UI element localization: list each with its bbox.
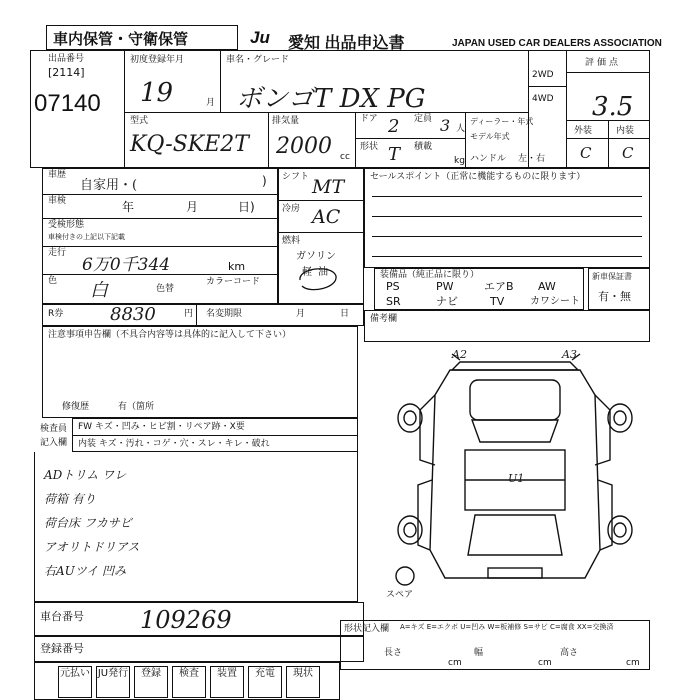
lot-label: 出品番号 xyxy=(48,54,85,64)
equipment-item-ps: PS xyxy=(386,280,400,293)
rating-exterior: C xyxy=(580,144,592,162)
handwritten-note: 荷箱 有り xyxy=(44,492,96,506)
name-change-label: 名変期限 xyxy=(206,309,243,319)
ju-logo xyxy=(250,28,270,48)
mileage-value: 6万0千344 xyxy=(82,255,171,275)
r-coupon-frame xyxy=(42,304,364,326)
bottom-stamp: 元払い xyxy=(58,666,92,698)
equipment-item-airbag: エアB xyxy=(484,280,514,293)
history-label: 車歴 xyxy=(48,170,67,180)
handwritten-note: ADトリム ワレ xyxy=(44,468,127,482)
new-car-warranty-label: 新車保証書 xyxy=(592,272,632,281)
remarks-label: 備考欄 xyxy=(370,314,398,324)
shift-label: シフト xyxy=(282,172,310,182)
seats-label: 定員 xyxy=(414,114,433,124)
load-unit: kg xyxy=(454,156,465,166)
equipment-item-sr: SR xyxy=(386,295,401,308)
rating-exterior-label: 外装 xyxy=(574,126,593,136)
sales-point-frame xyxy=(364,168,650,268)
seats-unit: 人 xyxy=(456,124,466,134)
car-name-label: 車名・グレード xyxy=(226,55,290,65)
diagram-mark-a3: A3 xyxy=(562,348,577,361)
equipment-label: 装備品（純正品に限り） xyxy=(380,270,480,280)
storage-title: 車内保管・守衛保管 xyxy=(53,31,189,48)
repair-history-value: 有（箇所 xyxy=(118,402,155,412)
receive-label: 受検形態 xyxy=(48,220,85,230)
diagram-mark-a2: A2 xyxy=(452,348,467,361)
notes-label: 注意事項申告欄（不具合内容等は具体的に記入して下さい） xyxy=(48,330,292,340)
model-year-label: モデル年式 xyxy=(470,132,510,141)
r-coupon-value: 8830 xyxy=(110,304,156,325)
new-car-warranty-value: 有・無 xyxy=(598,290,631,303)
org-name-en: JAPAN USED CAR DEALERS ASSOCIATION xyxy=(452,38,662,49)
equipment-item-navi: ナビ xyxy=(436,295,458,308)
r-coupon-label: R券 xyxy=(48,309,64,319)
history-close: ) xyxy=(262,174,267,188)
steering-options: 左・右 xyxy=(518,154,546,164)
displacement-unit: cc xyxy=(340,152,350,162)
dimension-width: 幅 xyxy=(474,648,484,658)
remarks-frame xyxy=(364,310,650,342)
doors-value: 2 xyxy=(388,116,400,137)
dimension-legend: A=キズ E=エクボ U=凹み W=板補修 S=サビ C=腐食 XX=交換済 xyxy=(400,623,614,631)
diagram-mark-u1: U1 xyxy=(508,472,525,485)
handwritten-note: アオリトドリアス xyxy=(44,540,140,554)
rating-interior: C xyxy=(622,144,634,162)
equipment-item-tv: TV xyxy=(490,295,505,308)
bottom-stamp: 登録 xyxy=(134,666,168,698)
inspector-row1: FW キズ・凹み・ヒビ割・リペア跡・X要 xyxy=(78,422,245,432)
mileage-label: 走行 xyxy=(48,248,67,258)
equipment-item-pw: PW xyxy=(436,280,454,293)
model-value: KQ-SKE2T xyxy=(130,132,249,157)
model-label: 型式 xyxy=(130,116,149,126)
fuel-label: 燃料 xyxy=(282,236,301,246)
aircon-label: 冷房 xyxy=(282,204,301,214)
fuel-option-gasoline: ガソリン xyxy=(296,251,336,262)
shift-value: MT xyxy=(312,176,345,198)
receive-note: 車検付きの上記以下記載 xyxy=(48,233,125,241)
color-value: 白 xyxy=(90,280,108,301)
inspection-month: 月 xyxy=(186,200,199,214)
steering-label: ハンドル xyxy=(470,154,507,164)
dimension-unit: cm xyxy=(626,658,640,668)
shape-value: T xyxy=(388,144,401,165)
fuel-option-diesel: 軽油 xyxy=(302,267,334,278)
chassis-value: 109269 xyxy=(140,606,232,634)
first-reg-label: 初度登録年月 xyxy=(130,55,185,65)
name-change-day: 日 xyxy=(340,309,350,319)
first-reg-month-unit: 月 xyxy=(206,98,216,108)
shape-label: 形状 xyxy=(360,142,379,152)
color-code-label: カラーコード xyxy=(206,277,261,287)
repair-history-label: 修復歴 xyxy=(62,402,90,412)
mileage-unit: km xyxy=(228,260,246,273)
diagram-spare-label: スペア xyxy=(386,590,414,600)
chassis-label: 車台番号 xyxy=(40,610,84,623)
drive-2wd: 2WD xyxy=(532,70,554,80)
first-reg-year: 19 xyxy=(140,78,174,108)
car-name-value: ボンゴT DX PG xyxy=(236,84,426,114)
aircon-value: AC xyxy=(312,206,341,228)
handwritten-note: 荷台床 フカサビ xyxy=(44,516,132,530)
inspection-label: 車検 xyxy=(48,196,67,206)
dimension-length: 長さ xyxy=(384,648,403,658)
bottom-stamp: 装置 xyxy=(210,666,244,698)
lot-sub-code: [2114] xyxy=(48,66,85,79)
lot-number: 07140 xyxy=(34,90,101,117)
displacement-value: 2000 xyxy=(276,134,332,159)
r-coupon-unit: 円 xyxy=(184,309,194,319)
org-name: 愛知 出品申込書 xyxy=(288,35,405,52)
bottom-stamp: 検査 xyxy=(172,666,206,698)
load-label: 積載 xyxy=(414,142,433,152)
rating-score: 3.5 xyxy=(592,92,634,122)
fuel-circle-mark xyxy=(296,262,340,296)
history-value: 自家用・( xyxy=(80,178,138,193)
seats-value: 3 xyxy=(440,116,451,135)
bottom-stamp: 現状 xyxy=(286,666,320,698)
doors-label: ドア xyxy=(360,114,378,124)
inspector-label: 検査員記入欄 xyxy=(40,424,68,448)
dealer-label: ディーラー・年式 xyxy=(470,117,534,126)
registration-label: 登録番号 xyxy=(40,642,84,655)
dimension-height: 高さ xyxy=(560,648,579,658)
dimension-label: 形状記入欄 xyxy=(344,624,390,634)
dimension-unit: cm xyxy=(538,658,552,668)
dimension-unit: cm xyxy=(448,658,462,668)
storage-title-box xyxy=(46,25,238,50)
handwritten-note: 右AUツイ 凹み xyxy=(44,564,126,578)
inspection-day: 日) xyxy=(238,200,255,214)
name-change-month: 月 xyxy=(296,309,306,319)
bottom-stamp: 充電 xyxy=(248,666,282,698)
equipment-item-seat: カワシート xyxy=(530,296,580,307)
logo-text: Ju xyxy=(250,28,270,47)
color-change-label: 色替 xyxy=(156,284,175,294)
rating-interior-label: 内装 xyxy=(616,126,635,136)
rating-label: 評価点 xyxy=(585,58,622,68)
inspection-year: 年 xyxy=(122,200,135,214)
inspector-row2: 内装 キズ・汚れ・コゲ・穴・スレ・キレ・破れ xyxy=(78,439,270,449)
sales-point-label: セールスポイント（正常に機能するものに限ります） xyxy=(370,172,586,182)
bottom-stamp: JU発行 xyxy=(96,666,130,698)
displacement-label: 排気量 xyxy=(272,116,300,126)
equipment-item-aw: AW xyxy=(538,280,556,293)
drive-4wd: 4WD xyxy=(532,94,554,104)
color-label: 色 xyxy=(48,276,58,286)
